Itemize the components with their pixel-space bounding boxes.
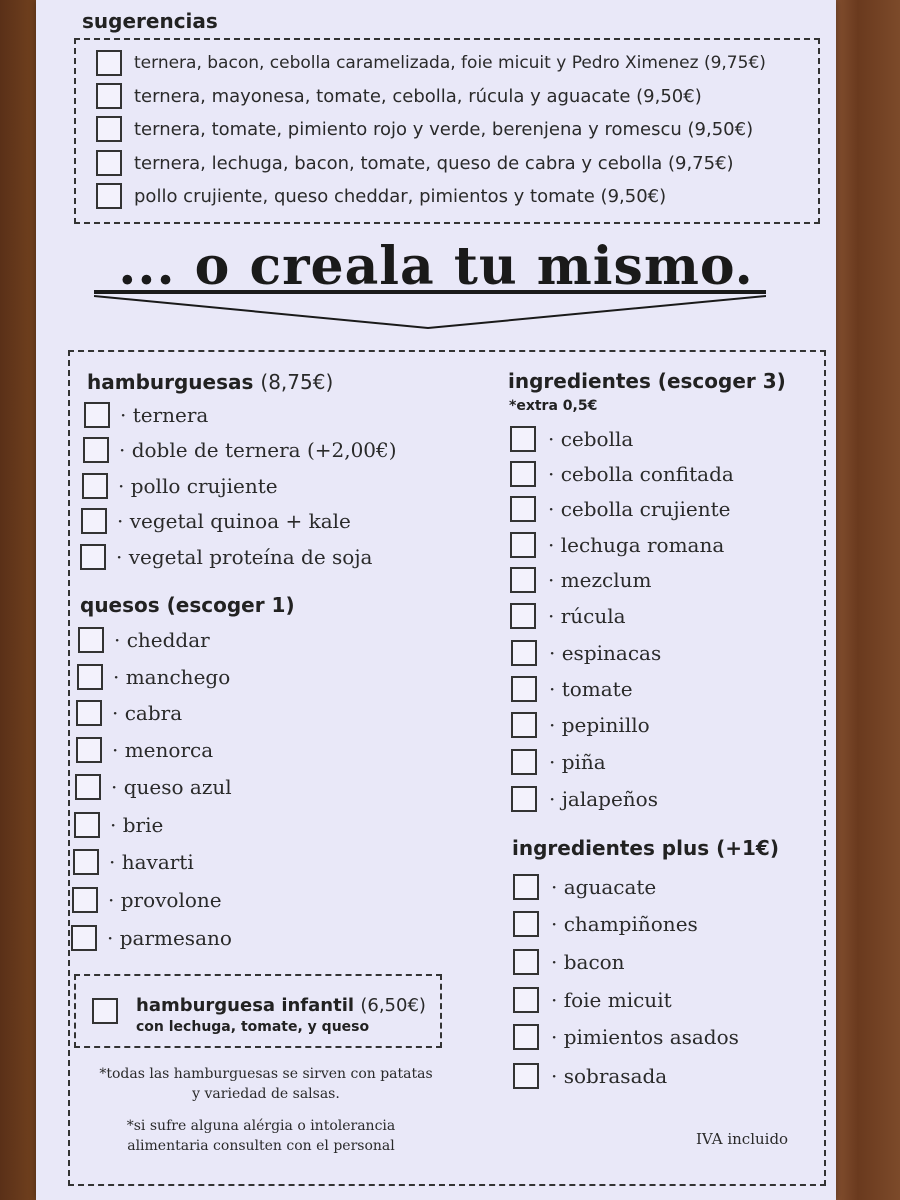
- cheese-option[interactable]: [71, 925, 232, 951]
- suggestions-title: sugerencias: [82, 9, 218, 33]
- checkbox[interactable]: [96, 183, 122, 209]
- checkbox[interactable]: [510, 567, 536, 593]
- suggestions-box: [74, 38, 820, 224]
- plus-ingredient-option[interactable]: [513, 911, 698, 937]
- table-background-left: [0, 0, 40, 1200]
- suggestion-label: ternera, mayonesa, tomate, cebolla, rúcula y aguacate (9,50€): [134, 85, 702, 107]
- ingredient-option[interactable]: [510, 496, 731, 522]
- checkbox[interactable]: [511, 712, 537, 738]
- kids-burger-subtitle: con lechuga, tomate, y queso: [136, 1019, 370, 1035]
- checkbox[interactable]: [82, 473, 108, 499]
- suggestion-row[interactable]: [96, 183, 666, 209]
- cheese-option[interactable]: [72, 887, 222, 913]
- checkbox[interactable]: [81, 508, 107, 534]
- ingredient-option[interactable]: [510, 532, 724, 558]
- plus-ingredient-label: · champiñones: [551, 912, 698, 936]
- down-arrow-icon: [94, 288, 766, 332]
- cheese-label: · brie: [110, 813, 164, 837]
- cheese-label: · provolone: [108, 888, 222, 912]
- checkbox[interactable]: [72, 887, 98, 913]
- checkbox[interactable]: [513, 987, 539, 1013]
- checkbox[interactable]: [71, 925, 97, 951]
- cheese-label: · cabra: [112, 701, 183, 725]
- cheese-option[interactable]: [75, 774, 232, 800]
- cheese-label: · cheddar: [114, 628, 210, 652]
- plus-ingredient-label: · sobrasada: [551, 1064, 668, 1088]
- cheese-option[interactable]: [74, 812, 163, 838]
- burger-label: · doble de ternera (+2,00€): [119, 438, 397, 462]
- ingredient-label: · espinacas: [549, 641, 662, 665]
- ingredient-option[interactable]: [510, 567, 652, 593]
- checkbox[interactable]: [510, 532, 536, 558]
- ingredient-label: · lechuga romana: [548, 533, 725, 557]
- plus-ingredient-option[interactable]: [513, 987, 672, 1013]
- checkbox[interactable]: [80, 544, 106, 570]
- suggestion-row[interactable]: [96, 116, 753, 142]
- table-background-right: [830, 0, 900, 1200]
- burger-option[interactable]: [82, 473, 278, 499]
- suggestion-row[interactable]: [96, 150, 734, 176]
- cheese-option[interactable]: [78, 627, 210, 653]
- plus-ingredient-label: · aguacate: [551, 875, 657, 899]
- ingredient-option[interactable]: [511, 712, 650, 738]
- ingredient-option[interactable]: [511, 749, 606, 775]
- checkbox[interactable]: [83, 437, 109, 463]
- suggestion-label: ternera, lechuga, bacon, tomate, queso de cabra y cebolla (9,75€): [134, 152, 734, 174]
- cheeses-title: quesos (escoger 1): [80, 593, 295, 617]
- cheese-option[interactable]: [76, 700, 182, 726]
- ingredient-option[interactable]: [510, 426, 633, 452]
- fries-note: *todas las hamburguesas se sirven con patatas y variedad de salsas.: [99, 1066, 433, 1102]
- plus-ingredient-option[interactable]: [513, 1024, 739, 1050]
- cheese-option[interactable]: [77, 664, 230, 690]
- ingredients-title: ingredientes (escoger 3): [508, 369, 786, 393]
- checkbox[interactable]: [75, 774, 101, 800]
- suggestion-label: ternera, bacon, cebolla caramelizada, foie micuit y Pedro Ximenez (9,75€): [134, 53, 766, 73]
- checkbox[interactable]: [84, 402, 110, 428]
- burger-label: · pollo crujiente: [118, 474, 278, 498]
- ingredient-option[interactable]: [511, 786, 658, 812]
- plus-ingredient-option[interactable]: [513, 949, 625, 975]
- checkbox[interactable]: [77, 664, 103, 690]
- checkbox[interactable]: [513, 1024, 539, 1050]
- checkbox[interactable]: [510, 603, 536, 629]
- ingredient-label: · cebolla confitada: [548, 462, 734, 486]
- suggestion-row[interactable]: [96, 50, 766, 76]
- ingredient-label: · cebolla crujiente: [548, 497, 731, 521]
- iva-note: IVA incluido: [696, 1130, 789, 1148]
- checkbox[interactable]: [511, 786, 537, 812]
- checkbox[interactable]: [96, 116, 122, 142]
- headline: ... o creala tu mismo.: [118, 236, 754, 297]
- plus-ingredient-option[interactable]: [513, 874, 656, 900]
- checkbox[interactable]: [511, 749, 537, 775]
- ingredient-option[interactable]: [511, 640, 661, 666]
- cheese-label: · manchego: [113, 665, 231, 689]
- plus-ingredient-option[interactable]: [513, 1063, 667, 1089]
- checkbox[interactable]: [511, 676, 537, 702]
- ingredient-option[interactable]: [510, 461, 734, 487]
- burger-label: · vegetal quinoa + kale: [117, 509, 351, 533]
- checkbox[interactable]: [74, 812, 100, 838]
- suggestion-label: ternera, tomate, pimiento rojo y verde, berenjena y romescu (9,50€): [134, 118, 754, 140]
- burger-option[interactable]: [83, 437, 397, 463]
- plus-ingredient-label: · foie micuit: [551, 988, 672, 1012]
- checkbox[interactable]: [76, 737, 102, 763]
- checkbox[interactable]: [513, 949, 539, 975]
- burger-label: · ternera: [120, 403, 209, 427]
- checkbox[interactable]: [92, 998, 118, 1024]
- ingredient-label: · pepinillo: [549, 713, 650, 737]
- checkbox[interactable]: [78, 627, 104, 653]
- cheese-label: · queso azul: [111, 775, 232, 799]
- checkbox[interactable]: [96, 83, 122, 109]
- menu-sheet: [36, 0, 836, 1200]
- checkbox[interactable]: [76, 700, 102, 726]
- extra-note: *extra 0,5€: [509, 398, 598, 414]
- suggestion-label: pollo crujiente, queso cheddar, pimientos y tomate (9,50€): [134, 185, 667, 207]
- ingredient-label: · jalapeños: [549, 787, 658, 811]
- ingredient-label: · piña: [549, 750, 606, 774]
- suggestion-row[interactable]: [96, 83, 702, 109]
- kids-burger-box: [74, 974, 442, 1048]
- ingredient-label: · mezclum: [548, 568, 652, 592]
- checkbox[interactable]: [513, 874, 539, 900]
- cheese-option[interactable]: [73, 849, 194, 875]
- ingredient-option[interactable]: [510, 603, 626, 629]
- checkbox[interactable]: [513, 1063, 539, 1089]
- cheese-label: · parmesano: [107, 926, 232, 950]
- burger-option[interactable]: [81, 508, 351, 534]
- cheese-option[interactable]: [76, 737, 213, 763]
- checkbox[interactable]: [73, 849, 99, 875]
- plus-ingredient-label: · bacon: [551, 950, 625, 974]
- kids-burger-title: hamburguesa infantil (6,50€): [136, 995, 426, 1016]
- allergy-note: *si sufre alguna alérgia o intolerancia alimentaria consulten con el personal: [126, 1118, 396, 1154]
- checkbox[interactable]: [510, 461, 536, 487]
- ingredient-label: · tomate: [549, 677, 633, 701]
- burger-option[interactable]: [80, 544, 372, 570]
- checkbox[interactable]: [511, 640, 537, 666]
- ingredient-option[interactable]: [511, 676, 633, 702]
- ingredient-label: · cebolla: [548, 427, 634, 451]
- checkbox[interactable]: [96, 50, 122, 76]
- ingredient-label: · rúcula: [548, 604, 626, 628]
- checkbox[interactable]: [510, 426, 536, 452]
- cheese-label: · havarti: [109, 850, 194, 874]
- burger-option[interactable]: [84, 402, 208, 428]
- plus-ingredient-label: · pimientos asados: [551, 1025, 739, 1049]
- burgers-title: hamburguesas (8,75€): [87, 370, 334, 394]
- burger-label: · vegetal proteína de soja: [116, 545, 373, 569]
- checkbox[interactable]: [96, 150, 122, 176]
- cheese-label: · menorca: [112, 738, 214, 762]
- checkbox[interactable]: [513, 911, 539, 937]
- checkbox[interactable]: [510, 496, 536, 522]
- plus-ingredients-title: ingredientes plus (+1€): [512, 836, 779, 860]
